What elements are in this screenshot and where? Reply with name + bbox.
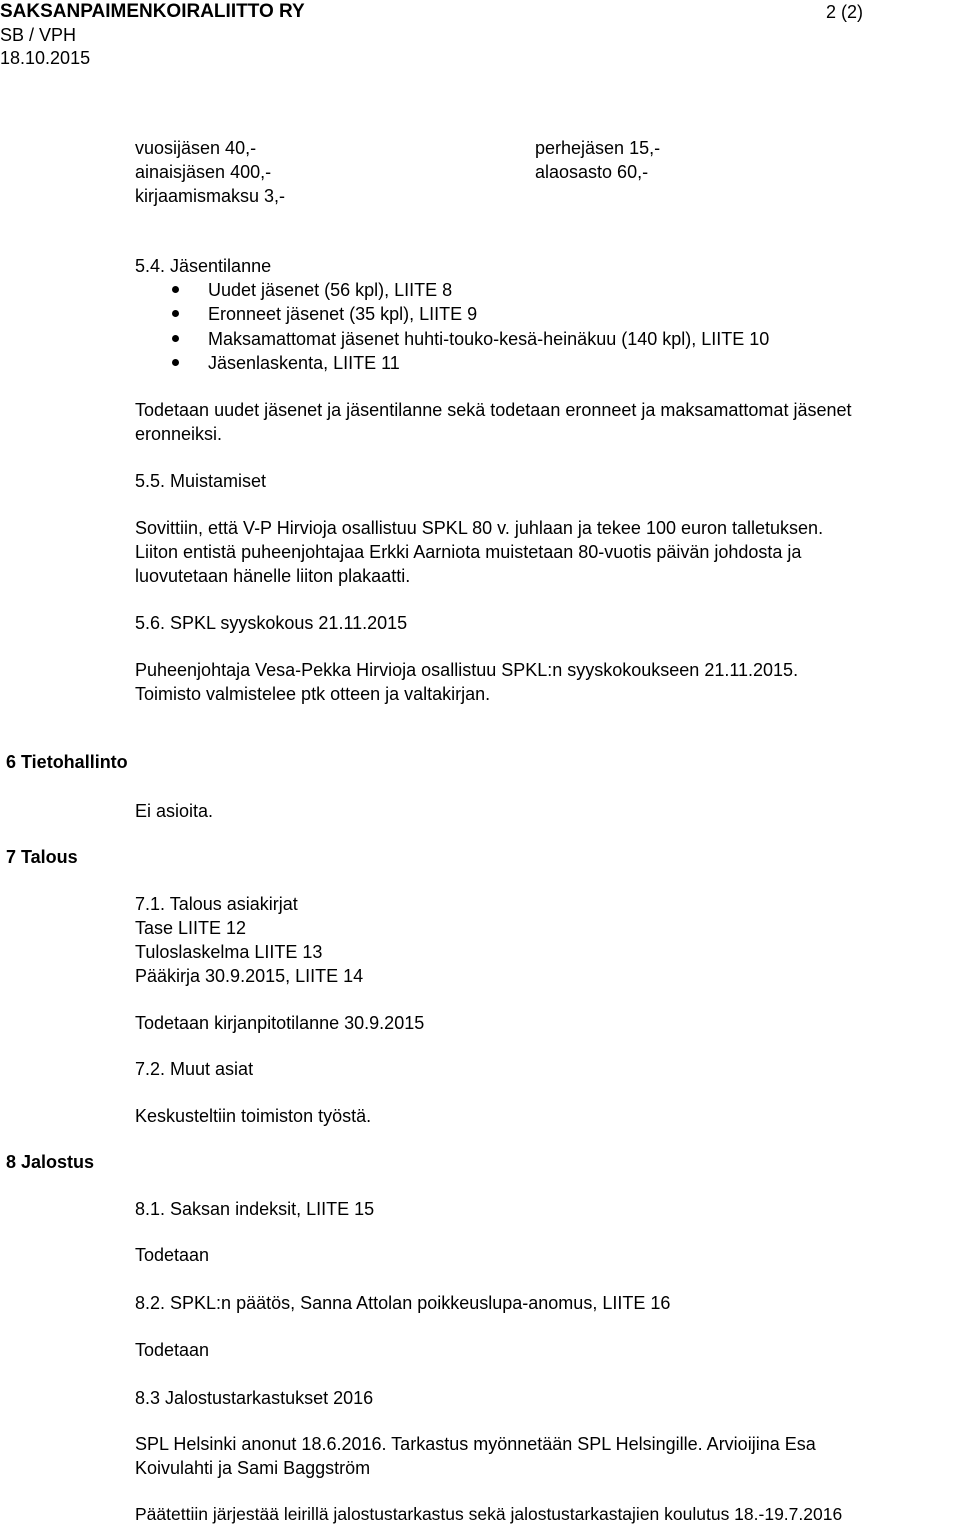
section-heading-8: 8 Jalostus	[6, 1152, 95, 1172]
section-title-5-4: 5.4. Jäsentilanne	[135, 256, 272, 276]
section-title-5-5: 5.5. Muistamiset	[135, 471, 267, 491]
paragraph-line: Todetaan kirjanpitotilanne 30.9.2015	[135, 1013, 425, 1033]
fee-family: perhejäsen 15,-	[535, 138, 661, 158]
list-item: Jäsenlaskenta, LIITE 11	[208, 353, 400, 373]
organization-name: SAKSANPAIMENKOIRALIITTO RY	[0, 1, 305, 22]
fee-registration: kirjaamismaksu 3,-	[135, 186, 286, 206]
unit-label: SB / VPH	[0, 25, 77, 45]
paragraph-line: luovutetaan hänelle liiton plakaatti.	[135, 566, 411, 586]
fee-subsection: alaosasto 60,-	[535, 162, 649, 182]
list-item: Eronneet jäsenet (35 kpl), LIITE 9	[208, 304, 478, 324]
paragraph-line: Todetaan	[135, 1340, 210, 1360]
subsection-title-7-2: 7.2. Muut asiat	[135, 1059, 254, 1079]
paragraph-line: Todetaan uudet jäsenet ja jäsentilanne sekä todetaan eronneet ja maksamattomat jäsenet	[135, 400, 852, 420]
list-item: Pääkirja 30.9.2015, LIITE 14	[135, 966, 364, 986]
list-item: Maksamattomat jäsenet huhti-touko-kesä-heinäkuu (140 kpl), LIITE 10	[208, 329, 770, 349]
bullet-icon	[172, 286, 179, 293]
subsection-title-7-1: 7.1. Talous asiakirjat	[135, 894, 298, 914]
fee-lifetime: ainaisjäsen 400,-	[135, 162, 272, 182]
list-item: Tase LIITE 12	[135, 918, 247, 938]
list-item: Tuloslaskelma LIITE 13	[135, 942, 323, 962]
section-text: Ei asioita.	[135, 801, 214, 821]
paragraph-line: Koivulahti ja Sami Baggström	[135, 1458, 371, 1478]
subsection-title-8-3: 8.3 Jalostustarkastukset 2016	[135, 1388, 374, 1408]
paragraph-line: Keskusteltiin toimiston työstä.	[135, 1106, 372, 1126]
paragraph-line: SPL Helsinki anonut 18.6.2016. Tarkastus myönnetään SPL Helsingille. Arvioijina Esa	[135, 1434, 816, 1454]
section-heading-6: 6 Tietohallinto	[6, 752, 128, 772]
section-title-5-6: 5.6. SPKL syyskokous 21.11.2015	[135, 613, 408, 633]
paragraph-line: Puheenjohtaja Vesa-Pekka Hirvioja osallistuu SPKL:n syyskokoukseen 21.11.2015.	[135, 660, 799, 680]
subsection-title-8-1: 8.1. Saksan indeksit, LIITE 15	[135, 1199, 375, 1219]
document-date: 18.10.2015	[0, 48, 91, 68]
page-number: 2 (2)	[826, 2, 864, 22]
paragraph-line: Toimisto valmistelee ptk otteen ja valtakirjan.	[135, 684, 491, 704]
fee-yearly: vuosijäsen 40,-	[135, 138, 257, 158]
section-heading-7: 7 Talous	[6, 847, 78, 867]
paragraph-line: Liiton entistä puheenjohtajaa Erkki Aarniota muistetaan 80-vuotis päivän johdosta ja	[135, 542, 802, 562]
paragraph-line: Todetaan	[135, 1245, 210, 1265]
paragraph-line: Päätettiin järjestää leirillä jalostustarkastus sekä jalostustarkastajien koulutus 18.-19.7.2016	[135, 1504, 843, 1524]
list-item: Uudet jäsenet (56 kpl), LIITE 8	[208, 280, 453, 300]
bullet-icon	[172, 359, 179, 366]
subsection-title-8-2: 8.2. SPKL:n päätös, Sanna Attolan poikkeuslupa-anomus, LIITE 16	[135, 1293, 671, 1313]
bullet-icon	[172, 335, 179, 342]
bullet-icon	[172, 310, 179, 317]
paragraph-line: Sovittiin, että V-P Hirvioja osallistuu SPKL 80 v. juhlaan ja tekee 100 euron talletuksen.	[135, 518, 824, 538]
paragraph-line: eronneiksi.	[135, 424, 223, 444]
